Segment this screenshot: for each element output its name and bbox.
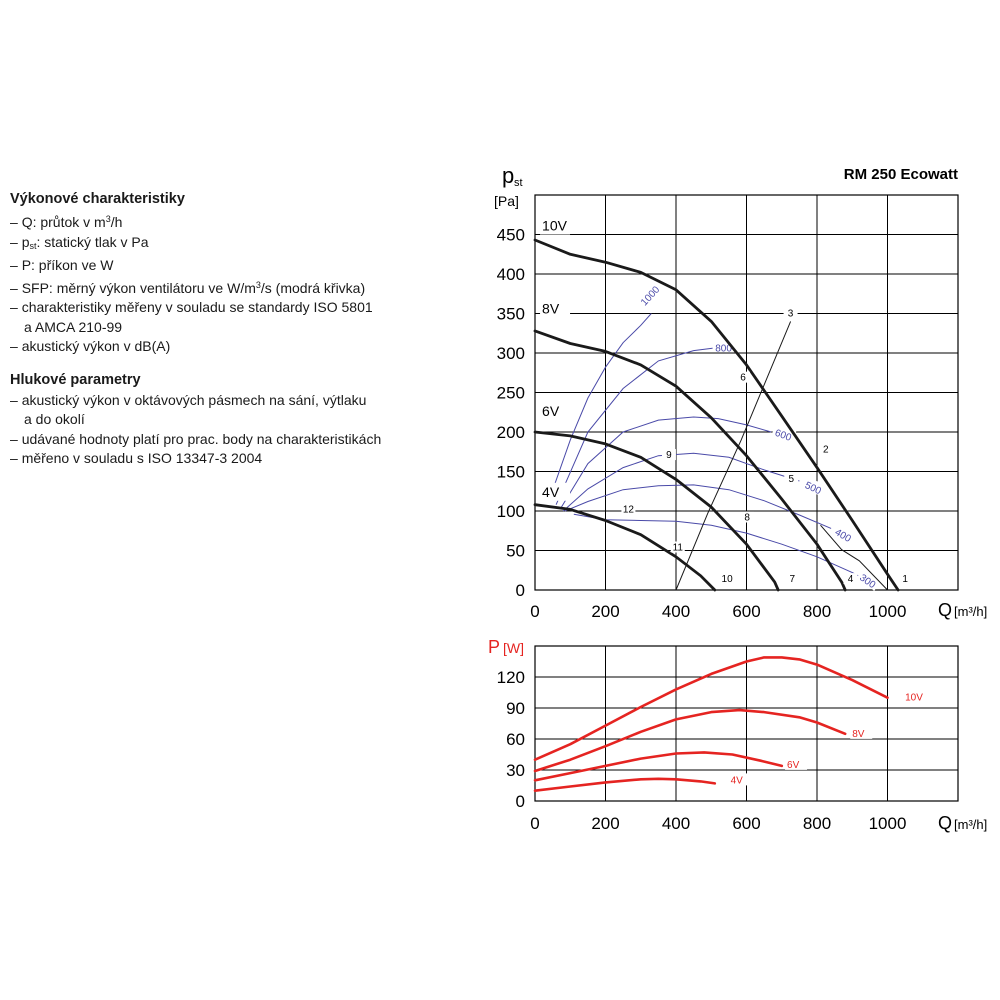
series-label-4V: 4V bbox=[542, 483, 560, 500]
sfp-curve-label: 400 bbox=[832, 527, 853, 545]
fan-curve-8V bbox=[535, 331, 845, 590]
y-tick-label: 0 bbox=[515, 581, 525, 600]
x-axis-unit: [m³/h] bbox=[954, 817, 988, 832]
series-label-10V: 10V bbox=[542, 217, 567, 234]
y-tick-label: 150 bbox=[496, 462, 525, 482]
x-tick-label: 400 bbox=[661, 602, 691, 621]
x-tick-label: 600 bbox=[732, 814, 761, 833]
section2-item: a do okolí bbox=[24, 411, 85, 427]
y-tick-label: 100 bbox=[496, 502, 525, 521]
x-tick-label: 800 bbox=[802, 814, 832, 833]
operating-point-label: 1 bbox=[902, 574, 908, 586]
y-tick-label: 120 bbox=[496, 668, 525, 687]
series-label-8V: 8V bbox=[852, 728, 865, 740]
y-tick-label: 0 bbox=[515, 792, 525, 811]
operating-point-label: 7 bbox=[789, 574, 796, 586]
chart-title: RM 250 Ecowatt bbox=[843, 166, 958, 183]
operating-point-label: 10 bbox=[721, 574, 733, 586]
x-tick-label: 1000 bbox=[868, 602, 907, 621]
power-curve-4V bbox=[535, 779, 715, 791]
y-axis-unit: [Pa] bbox=[494, 193, 519, 209]
operating-point-label: 4 bbox=[847, 574, 854, 586]
y-tick-label: 250 bbox=[496, 383, 525, 403]
x-tick-label: 1000 bbox=[868, 814, 907, 833]
pressure-chart bbox=[494, 163, 987, 621]
sfp-curve-label: 600 bbox=[773, 427, 793, 444]
x-tick-label: 200 bbox=[591, 602, 620, 621]
operating-point-label: 12 bbox=[622, 504, 634, 516]
y-tick-label: 350 bbox=[496, 304, 525, 324]
y-tick-label: 400 bbox=[496, 265, 525, 284]
section1-item: – SFP: měrný výkon ventilátoru ve $W/m^3/s$ (modrá křivka) bbox=[10, 276, 450, 299]
y-tick-label: 200 bbox=[496, 423, 525, 442]
sfp-curve-label: 800 bbox=[715, 343, 732, 355]
operating-point-label: 3 bbox=[787, 308, 794, 320]
series-label-10V: 10V bbox=[905, 692, 923, 704]
sfp-curve-label: 300 bbox=[857, 572, 878, 592]
section1-item: a AMCA 210-99 bbox=[24, 318, 123, 335]
x-tick-label: 200 bbox=[591, 814, 620, 833]
operating-point-label: 6 bbox=[740, 372, 746, 384]
y-axis-label-sub: st bbox=[514, 177, 523, 189]
sfp-curve-label: 1000 bbox=[639, 284, 663, 309]
x-tick-label: 600 bbox=[732, 602, 761, 621]
fan-curve-4V bbox=[535, 505, 715, 590]
operating-point-label: 11 bbox=[672, 542, 683, 554]
y-tick-label: 60 bbox=[506, 730, 525, 749]
operating-point-label: 2 bbox=[823, 444, 829, 456]
section1-item: – Q: průtok v $m^3/h$ bbox=[10, 210, 450, 233]
series-label-4V: 4V bbox=[730, 775, 743, 787]
operating-point-label: 5 bbox=[788, 473, 795, 485]
series-label-8V: 8V bbox=[542, 300, 560, 317]
section1-item: – $p_{st}$: statický tlak v Pa bbox=[10, 233, 450, 257]
operating-point-label: 8 bbox=[744, 512, 750, 524]
series-label-6V: 6V bbox=[787, 759, 800, 771]
power-curve-10V bbox=[535, 657, 888, 759]
sfp-curve bbox=[556, 348, 732, 505]
x-axis-unit: [m³/h] bbox=[954, 604, 988, 619]
section1-item: – akustický výkon v dB(A) bbox=[10, 337, 450, 357]
x-tick-label: 400 bbox=[661, 814, 691, 833]
series-label-6V: 6V bbox=[542, 403, 560, 420]
sfp-curve-label: 500 bbox=[802, 480, 823, 498]
power-chart bbox=[488, 637, 987, 833]
y-tick-label: 30 bbox=[506, 761, 525, 780]
section1-item: – P: příkon ve W bbox=[10, 256, 450, 276]
y-tick-label: 300 bbox=[496, 344, 525, 363]
operating-line bbox=[676, 321, 791, 590]
section1-item: – charakteristiky měřeny v souladu se standardy ISO 5801 bbox=[10, 298, 450, 318]
section2-item: – udávané hodnoty platí pro prac. body na charakteristikách bbox=[10, 430, 450, 450]
y-tick-label: 450 bbox=[496, 225, 525, 245]
y-tick-label: 90 bbox=[506, 699, 525, 718]
section2-item: – akustický výkon v oktávových pásmech na sání, výtlaku bbox=[10, 391, 450, 411]
y-axis-label: p bbox=[502, 163, 515, 188]
sfp-curve bbox=[565, 485, 831, 529]
x-axis-label: Q bbox=[938, 600, 953, 620]
y-axis-unit: [W] bbox=[503, 640, 524, 656]
y-tick-label: 50 bbox=[506, 541, 525, 561]
section2-title: Hlukové parametry bbox=[10, 371, 141, 388]
x-tick-label: 0 bbox=[530, 814, 540, 833]
y-axis-label: P bbox=[488, 637, 501, 657]
x-tick-label: 0 bbox=[530, 602, 540, 621]
x-tick-label: 800 bbox=[802, 602, 832, 621]
section1-title: Výkonové charakteristiky bbox=[10, 191, 185, 207]
section2-item: – měřeno v souladu s ISO 13347-3 2004 bbox=[10, 449, 450, 469]
operating-point-label: 9 bbox=[666, 450, 672, 462]
x-axis-label: Q bbox=[938, 813, 953, 833]
